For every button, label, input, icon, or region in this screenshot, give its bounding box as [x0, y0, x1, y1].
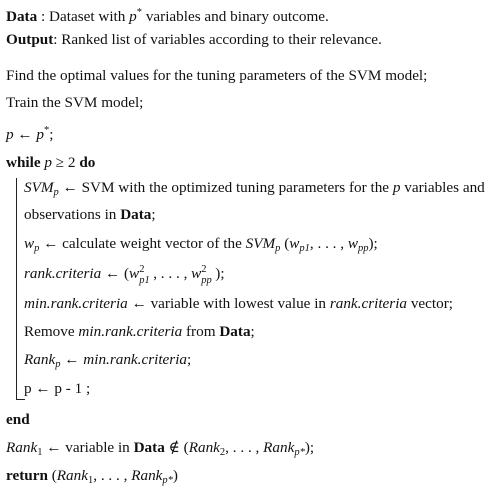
do-keyword: do: [79, 154, 96, 171]
rc-w1-sub: p1: [139, 275, 150, 286]
rank1-desc: ← variable in: [42, 439, 134, 456]
min-rank-tail: vector;: [407, 295, 453, 312]
return-r1-sub: 1: [87, 475, 94, 486]
data-desc-post: variables and binary outcome.: [142, 8, 329, 25]
return-open: (: [47, 467, 57, 484]
svm-p: p: [392, 179, 401, 196]
rank1-rp-sub: p*: [294, 447, 305, 458]
assign-end: ;: [49, 126, 54, 143]
weight-svm: SVM: [245, 235, 276, 252]
weight-close: );: [368, 235, 378, 252]
remove-from: from: [182, 323, 220, 340]
weight-w2: w: [347, 235, 358, 252]
min-rank-rc: rank.criteria: [329, 295, 408, 312]
weight-svm-sub: p: [275, 243, 281, 254]
svm-sub: p: [53, 187, 59, 198]
svm-cont-end: ;: [151, 206, 156, 223]
while-cond-p: p: [40, 154, 52, 171]
end-keyword: end: [6, 411, 30, 428]
rankp-arrow: ←: [60, 351, 84, 368]
rankp-end: ;: [187, 351, 192, 368]
weight-w2-sub: pp: [358, 243, 369, 254]
rank1-rp: Rank: [263, 439, 295, 456]
svm-desc: ← SVM with the optimized tuning parameters for the: [58, 179, 393, 196]
while-line: [6, 153, 95, 173]
rank1-line: [6, 438, 314, 463]
rc-close: );: [215, 265, 225, 282]
weight-w1: w: [289, 235, 300, 252]
assign-p: [6, 121, 53, 145]
weight-desc: ← calculate weight vector of the: [39, 235, 246, 252]
while-cond-rest: ≥ 2: [52, 154, 80, 171]
rank1-sub: 1: [37, 447, 43, 458]
rank-criteria-lhs: rank.criteria: [24, 265, 102, 282]
assign-star: *: [43, 125, 50, 136]
assign-arrow: ←: [13, 126, 37, 143]
return-mid: , . . . ,: [93, 467, 132, 484]
rc-w2-scripts: [201, 264, 215, 286]
rc-w2-sub: pp: [201, 275, 212, 286]
data-p-star: *: [136, 7, 143, 18]
remove-data: Data: [219, 323, 251, 340]
rank1-symbol: Rank: [6, 439, 38, 456]
rank1-r2-sub: 2: [219, 447, 226, 458]
body-svm-line: [24, 178, 485, 203]
output-label: Output: [6, 31, 54, 48]
svm-symbol: SVM: [24, 179, 54, 196]
svm-cont-data: Data: [120, 206, 152, 223]
rc-w1-scripts: [139, 264, 153, 286]
rank1-r2: Rank: [188, 439, 220, 456]
step-find-optimal: Find the optimal values for the tuning parameters of the SVM model;: [6, 67, 428, 84]
rank1-data: Data: [133, 439, 165, 456]
output-desc: : Ranked list of variables according to their relevance.: [53, 31, 382, 48]
min-rank-lhs: min.rank.criteria: [24, 295, 128, 312]
data-p: p: [129, 8, 137, 25]
rc-w1-sup: 2: [139, 264, 145, 275]
svm-tail: variables and: [400, 179, 485, 196]
remove-end: ;: [250, 323, 255, 340]
rc-mid: , . . . ,: [153, 265, 192, 282]
while-block-bar: [16, 178, 17, 400]
output-line: [6, 30, 382, 50]
rank1-mid: , . . . ,: [225, 439, 264, 456]
rank1-close: );: [304, 439, 315, 456]
while-block-bar-end: [16, 399, 25, 400]
w-sub: p: [34, 243, 40, 254]
body-weight-line: [24, 234, 378, 259]
rank1-notin: ∉ (: [164, 439, 189, 456]
body-rankp-line: [24, 350, 191, 375]
body-svm-line-cont: [24, 205, 156, 225]
weight-w1-sub: p1: [299, 243, 310, 254]
rankp-sub: p: [55, 359, 61, 370]
rc-w1: w: [129, 265, 140, 282]
remove-pre: Remove: [24, 323, 79, 340]
algorithm-block: [6, 0, 494, 496]
return-rp: Rank: [131, 467, 163, 484]
remove-mrc: min.rank.criteria: [78, 323, 183, 340]
svm-cont-text: observations in: [24, 206, 121, 223]
return-r1: Rank: [56, 467, 88, 484]
w-symbol: w: [24, 235, 35, 252]
return-close: ): [172, 467, 178, 484]
rankp-mrc: min.rank.criteria: [83, 351, 188, 368]
step-train: Train the SVM model;: [6, 94, 144, 111]
rc-w2: w: [191, 265, 202, 282]
return-rp-sub: p*: [162, 475, 173, 486]
data-label: Data: [6, 8, 38, 25]
assign-p-lhs: p: [6, 126, 14, 143]
min-rank-desc: ← variable with lowest value in: [127, 295, 330, 312]
assign-p-rhs: p: [36, 126, 44, 143]
body-rank-criteria-line: [24, 264, 225, 284]
rc-w2-sup: 2: [201, 264, 207, 275]
while-keyword: while: [6, 154, 41, 171]
body-min-rank-line: [24, 294, 453, 314]
rankp-symbol: Rank: [24, 351, 56, 368]
weight-mid: , . . . ,: [309, 235, 348, 252]
return-line: [6, 466, 178, 491]
body-decrement-line: p ← p - 1 ;: [24, 380, 91, 397]
body-remove-line: [24, 322, 255, 342]
return-keyword: return: [6, 467, 48, 484]
weight-open: (: [280, 235, 290, 252]
rank-criteria-arrow: ← (: [101, 265, 130, 282]
data-desc-pre: : Dataset with: [37, 8, 130, 25]
data-line: [6, 3, 329, 27]
